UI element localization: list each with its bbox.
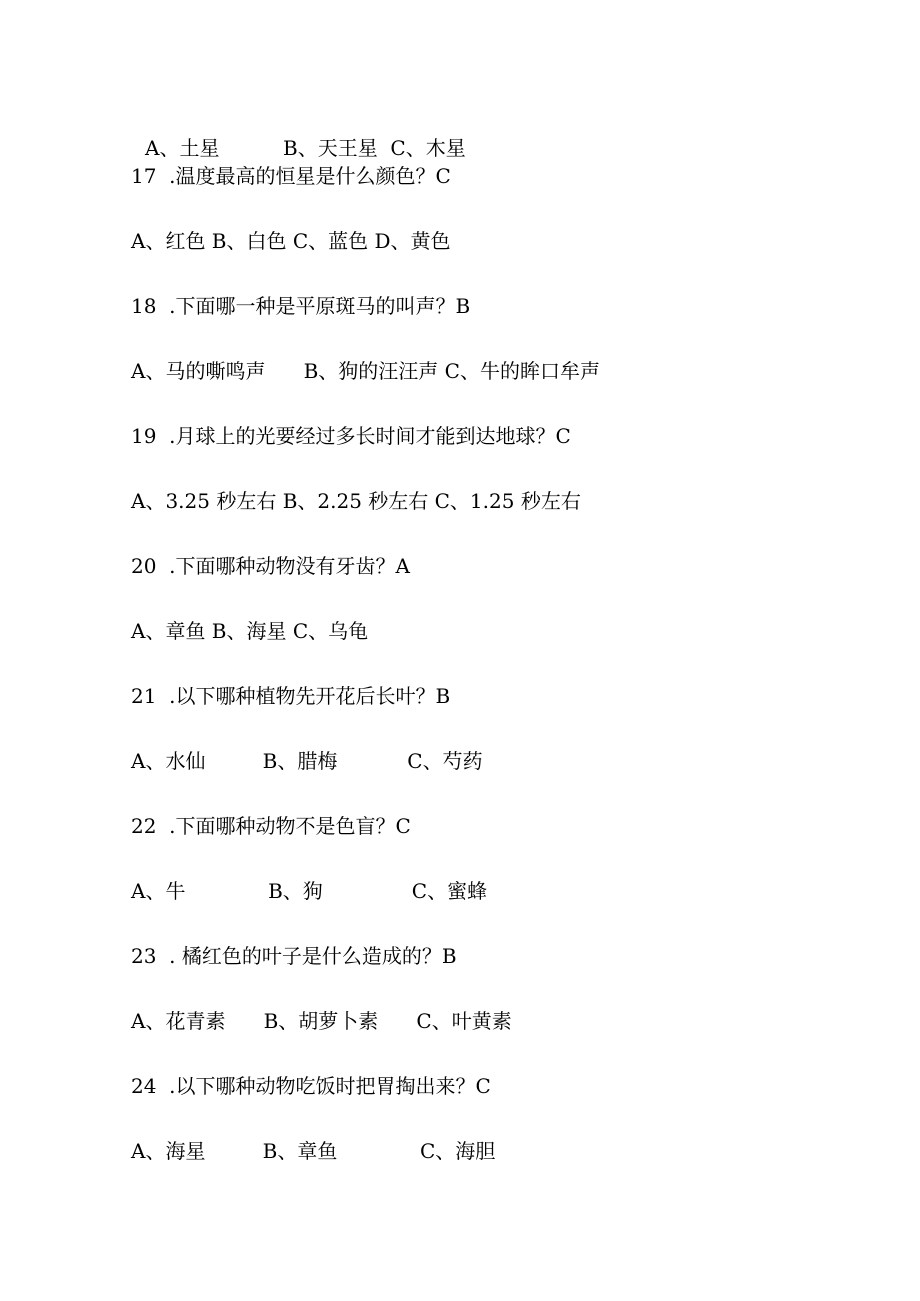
option-line-18: A、马的嘶鸣声 B、狗的汪汪声 C、牛的眸口牟声 bbox=[131, 359, 600, 383]
option-line-19: A、3.25 秒左右 B、2.25 秒左右 C、1.25 秒左右 bbox=[131, 489, 581, 513]
option-line-21: A、水仙 B、腊梅 C、芍药 bbox=[131, 749, 483, 773]
question-24: 24 .以下哪种动物吃饭时把胃掏出来？C bbox=[131, 1074, 491, 1098]
question-18: 18 .下面哪一种是平原斑马的叫声？B bbox=[131, 294, 471, 318]
question-17: 17 .温度最高的恒星是什么颜色？C bbox=[131, 164, 451, 188]
question-19: 19 .月球上的光要经过多长时间才能到达地球？C bbox=[131, 424, 571, 448]
option-line-24: A、海星 B、章鱼 C、海胆 bbox=[131, 1139, 496, 1163]
question-20: 20 .下面哪种动物没有牙齿？A bbox=[131, 554, 410, 578]
question-21: 21 .以下哪种植物先开花后长叶？B bbox=[131, 684, 451, 708]
question-23: 23 . 橘红色的叶子是什么造成的？B bbox=[131, 944, 457, 968]
option-line-17: A、红色 B、白色 C、蓝色 D、黄色 bbox=[131, 229, 451, 253]
option-line-23: A、花青素 B、胡萝卜素 C、叶黄素 bbox=[131, 1009, 512, 1033]
option-line-20: A、章鱼 B、海星 C、乌龟 bbox=[131, 619, 369, 643]
question-22: 22 .下面哪种动物不是色盲？C bbox=[131, 814, 411, 838]
option-line-22: A、牛 B、狗 C、蜜蜂 bbox=[131, 879, 488, 903]
option-line-16: A、土星 B、天王星 C、木星 bbox=[145, 136, 466, 160]
